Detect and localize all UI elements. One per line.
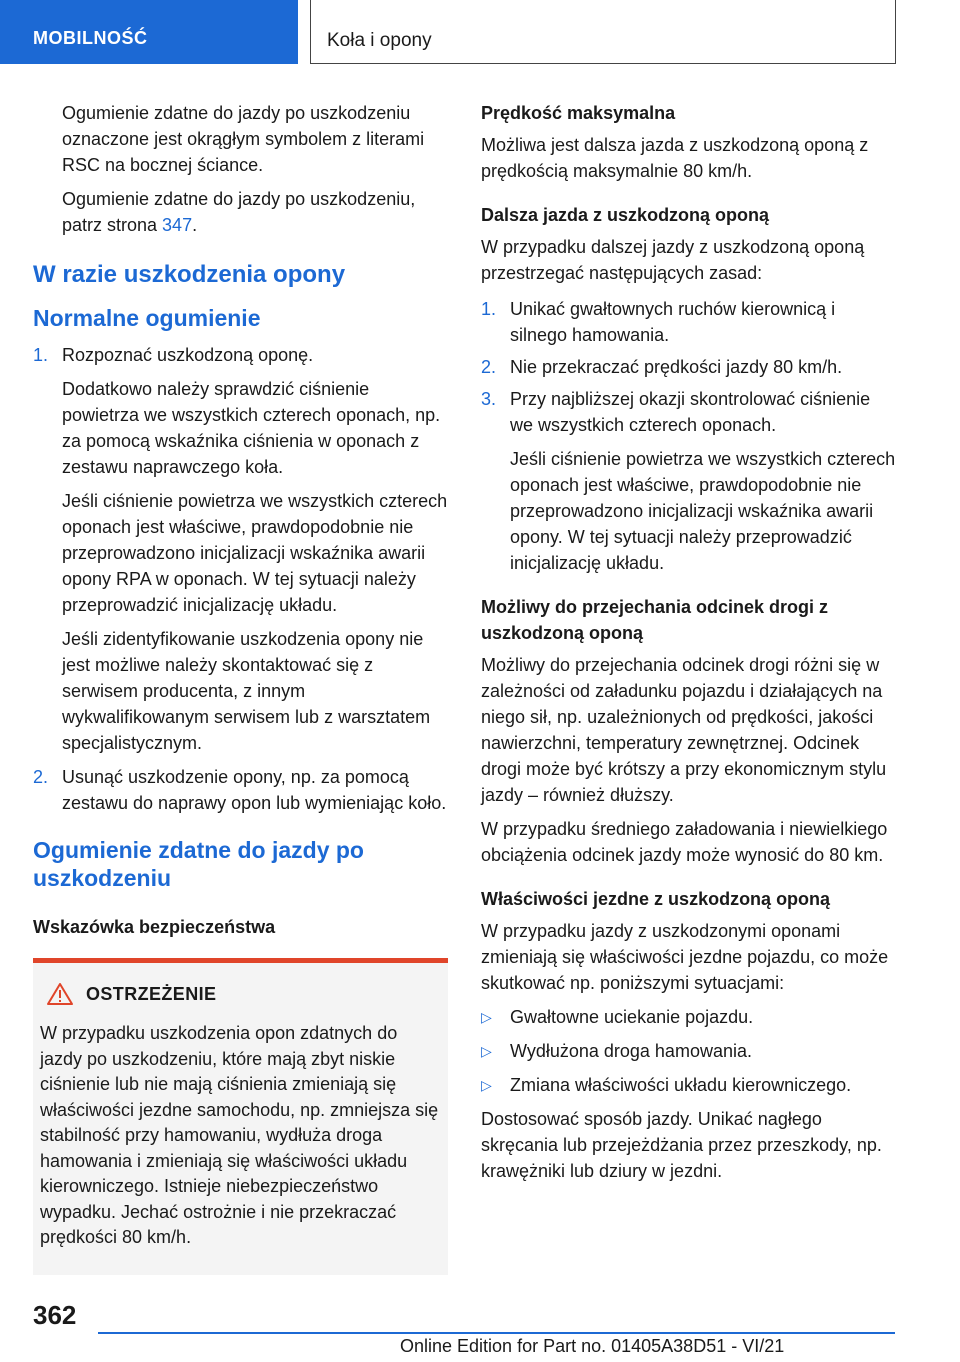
bullet-text: Zmiana właściwości układu kierowniczego. — [510, 1075, 852, 1095]
bullet-item — [481, 1072, 896, 1098]
intro-period: . — [192, 215, 198, 235]
rule-subparagraph: Jeśli ciśnienie powietrza we wszystkich czterech oponach jest właściwe, prawdopodobnie nie przeprowadzono inicjalizacji wskaźnika awarii opony. W tej sytuacji należy przeprowadzić inicjalizację układu. — [510, 449, 896, 573]
header-chapter-box — [310, 0, 896, 64]
step-subparagraph: Dodatkowo należy sprawdzić ciśnienie powietrza we wszystkich czterech oponach, np. za pomocą wskaźnika ciśnienia w oponach z zestawu naprawczego koła. — [62, 379, 441, 477]
step-subparagraph: Jeśli zidentyfikowanie uszkodzenia opony nie jest możliwe należy skontaktować się z serwisem producenta, z innym wykwalifikowanym serwisem lub z warsztatem specjalistycznym. — [62, 629, 431, 753]
header-section-label: MOBILNOŚĆ — [33, 28, 148, 48]
step-subparagraph: Jeśli ciśnienie powietrza we wszystkich czterech oponach jest właściwe, prawdopodobnie nie przeprowadzono inicjalizacji wskaźnika awarii opony RPA w oponach. W tej sytuacji należy przeprowadzić inicjalizację układu. — [62, 491, 448, 615]
rule-item — [481, 354, 896, 380]
intro-text: Ogumienie zdatne do jazdy po uszkodzeniu, patrz strona — [62, 189, 416, 235]
warning-header — [40, 981, 440, 1007]
paragraph-drivable-distance: Możliwy do przejechania odcinek drogi różni się w zależności od załadunku pojazdu i działających na niego sił, np. uzależnionych od prędkości, jakości nawierzchni, temperatury zewnętrznej. Odcinek drogi może być krótszy a przy ekonomicznym stylu jazdy – również dłuższy. — [481, 655, 887, 805]
step-number: 2. — [33, 767, 49, 787]
intro-paragraph-1: Ogumienie zdatne do jazdy po uszkodzeniu oznaczone jest okrągłym symbolem z literami RSC na bocznej ściance. — [62, 103, 425, 175]
step-text: Usunąć uszkodzenie opony, np. za pomocą zestawu do naprawy opon lub wymieniając koło. — [62, 767, 447, 813]
header-chapter-label: Koła i opony — [327, 30, 432, 51]
rule-text: Unikać gwałtownych ruchów kierownicą i silnego hamowania. — [510, 299, 836, 345]
step-item — [33, 342, 448, 756]
footer-edition: Online Edition for Part no. 01405A38D51 - VI/21 — [400, 1336, 785, 1356]
bullet-text: Wydłużona droga hamowania. — [510, 1041, 752, 1061]
intro-paragraph-2 — [33, 186, 448, 238]
header-section-tab — [0, 0, 298, 64]
heading-drivable-distance: Możliwy do przejechania odcinek drogi z uszkodzoną oponą — [481, 597, 829, 643]
warning-triangle-icon — [46, 982, 74, 1006]
rule-text: Przy najbliższej okazji skontrolować ciśnienie we wszystkich czterech oponach. — [510, 389, 871, 435]
step-item — [33, 764, 448, 816]
subsection-title-normal-tires: Normalne ogumienie — [33, 305, 261, 331]
paragraph-average-load: W przypadku średniego załadowania i niewielkiego obciążenia odcinek jazdy może wynosić do 80 km. — [481, 819, 888, 865]
triangle-bullet-icon: ▷ — [481, 1009, 492, 1025]
triangle-bullet-icon: ▷ — [481, 1043, 492, 1059]
right-column — [481, 100, 896, 1192]
bullet-item — [481, 1038, 896, 1064]
rule-item — [481, 386, 896, 576]
heading-max-speed: Prędkość maksymalna — [481, 103, 676, 123]
rule-number: 1. — [481, 299, 497, 319]
section-title: W razie uszkodzenia opony — [33, 261, 346, 288]
warning-title: OSTRZEŻENIE — [86, 984, 217, 1004]
heading-driving-properties: Właściwości jezdne z uszkodzoną oponą — [481, 889, 831, 909]
footer-divider — [98, 1332, 895, 1334]
paragraph-max-speed: Możliwa jest dalsza jazda z uszkodzoną oponą z prędkością maksymalnie 80 km/h. — [481, 135, 869, 181]
heading-continued-driving: Dalsza jazda z uszkodzoną oponą — [481, 205, 770, 225]
rule-item — [481, 296, 896, 348]
page-number: 362 — [33, 1300, 77, 1330]
paragraph-driving-properties: W przypadku jazdy z uszkodzonymi oponami zmieniają się właściwości jezdne pojazdu, co może skutkować np. poniższymi sytuacjami: — [481, 921, 889, 993]
paragraph-continued-driving: W przypadku dalszej jazdy z uszkodzoną oponą przestrzegać następujących zasad: — [481, 237, 865, 283]
left-column — [33, 100, 448, 1275]
bullet-item — [481, 1004, 896, 1030]
page-link-347[interactable]: 347 — [162, 215, 193, 235]
paragraph-adjust-driving: Dostosować sposób jazdy. Unikać nagłego skręcania lub przejeżdżania przez przeszkody, np. krawężniki lub dziury w jezdni. — [481, 1109, 882, 1181]
rule-text: Nie przekraczać prędkości jazdy 80 km/h. — [510, 357, 843, 377]
warning-box — [33, 958, 448, 1275]
subsection-title-run-flat: Ogumienie zdatne do jazdy po uszkodzeniu — [33, 837, 364, 891]
step-number: 1. — [33, 345, 49, 365]
triangle-bullet-icon: ▷ — [481, 1077, 492, 1093]
rule-number: 3. — [481, 389, 497, 409]
warning-text: W przypadku uszkodzenia opon zdatnych do jazdy po uszkodzeniu, które mają zbyt niskie ciśnienie lub nie mają ciśnienia zmieniają się właściwości jezdne samochodu, np. zmniejsza się stabilność przy hamowaniu, wydłuża droga hamowania i zmieniają się właściwości układu kierowniczego. Istnieje niebezpieczeństwo wypadku. Jechać ostrożnie i nie przekraczać prędkości 80 km/h. — [40, 1023, 439, 1247]
rule-number: 2. — [481, 357, 497, 377]
safety-heading: Wskazówka bezpieczeństwa — [33, 917, 276, 937]
step-text: Rozpoznać uszkodzoną oponę. — [62, 345, 314, 365]
bullet-text: Gwałtowne uciekanie pojazdu. — [510, 1007, 754, 1027]
